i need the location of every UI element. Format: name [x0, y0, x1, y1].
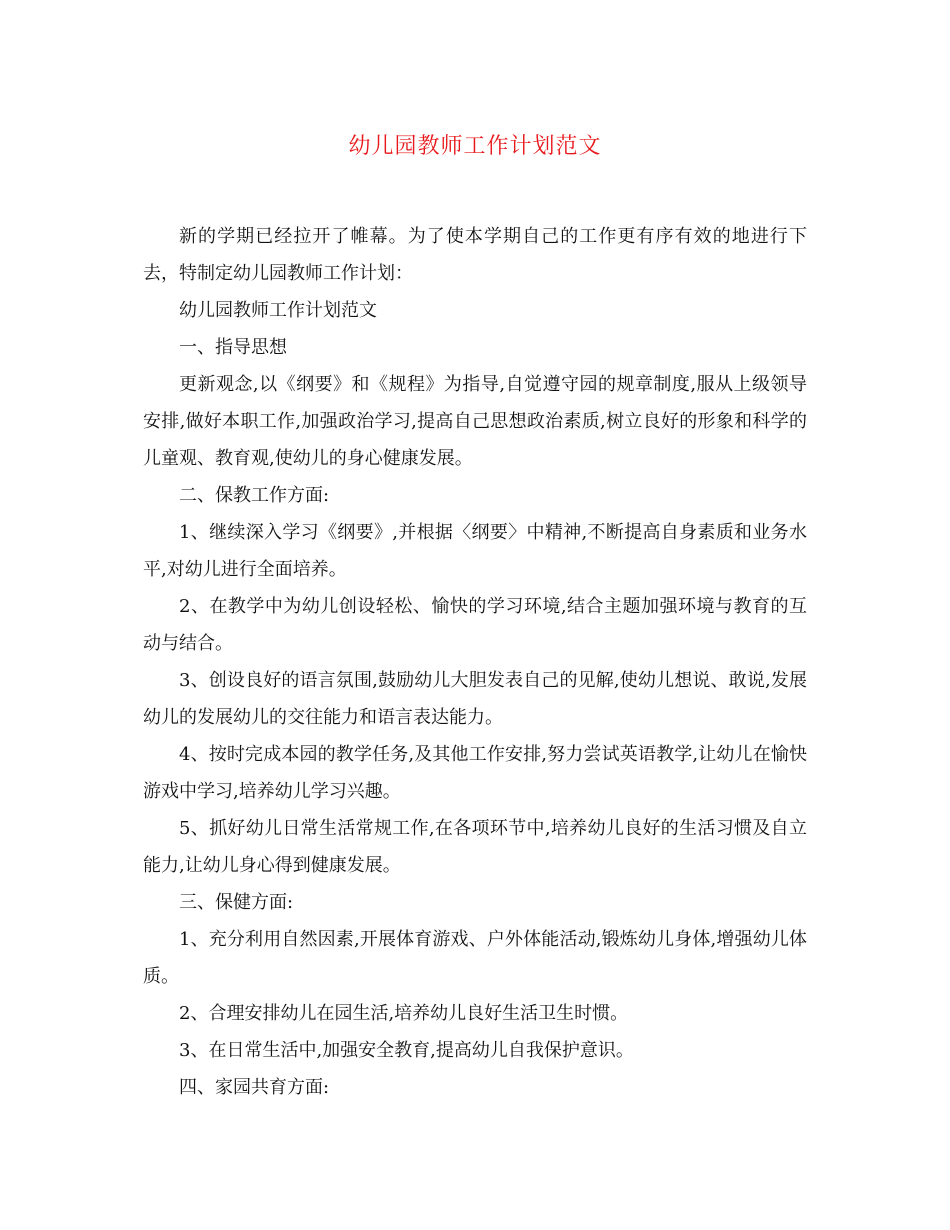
list-item: 2、在教学中为幼儿创设轻松、愉快的学习环境,结合主题加强环境与教育的互动与结合。 — [143, 596, 807, 654]
list-item: 2、合理安排幼儿在园生活,培养幼儿良好生活卫生时惯。 — [179, 1003, 629, 1024]
paragraph-intro: 新的学期已经拉开了帷幕。为了使本学期自己的工作更有序有效的地进行下去，特制定幼儿园教师工作计划： — [143, 226, 807, 284]
list-item: 3、创设良好的语言氛围,鼓励幼儿大胆发表自己的见解,使幼儿想说、敢说,发展幼儿的发展幼儿的交往能力和语言表达能力。 — [143, 670, 807, 728]
list-item: 1、继续深入学习《纲要》,并根据〈纲要〉中精神,不断提高自身素质和业务水平,对幼儿进行全面培养。 — [143, 522, 807, 580]
list-item: 3、在日常生活中,加强安全教育,提高幼儿自我保护意识。 — [179, 1040, 634, 1061]
section-heading-1: 一、指导思想 — [179, 337, 287, 358]
section-heading-3: 三、保健方面: — [179, 892, 294, 913]
document-title: 幼儿园教师工作计划范文 — [348, 134, 602, 159]
paragraph-subtitle: 幼儿园教师工作计划范文 — [179, 300, 377, 321]
section-heading-4: 四、家园共育方面: — [179, 1077, 330, 1098]
list-item: 4、按时完成本园的教学任务,及其他工作安排,努力尝试英语教学,让幼儿在愉快游戏中学习,培养幼儿学习兴趣。 — [143, 744, 807, 802]
list-item: 1、充分利用自然因素,开展体育游戏、户外体能活动,锻炼幼儿身体,增强幼儿体质。 — [143, 929, 807, 987]
document-body — [143, 218, 807, 1106]
list-item: 5、抓好幼儿日常生活常规工作,在各项环节中,培养幼儿良好的生活习惯及自立能力,让幼儿身心得到健康发展。 — [143, 818, 807, 876]
paragraph: 更新观念,以《纲要》和《规程》为指导,自觉遵守园的规章制度,服从上级领导安排,做好本职工作,加强政治学习,提高自己思想政治素质,树立良好的形象和科学的儿童观、教育观,使幼儿的身心健康发展。 — [143, 374, 807, 469]
section-heading-2: 二、保教工作方面: — [179, 485, 330, 506]
